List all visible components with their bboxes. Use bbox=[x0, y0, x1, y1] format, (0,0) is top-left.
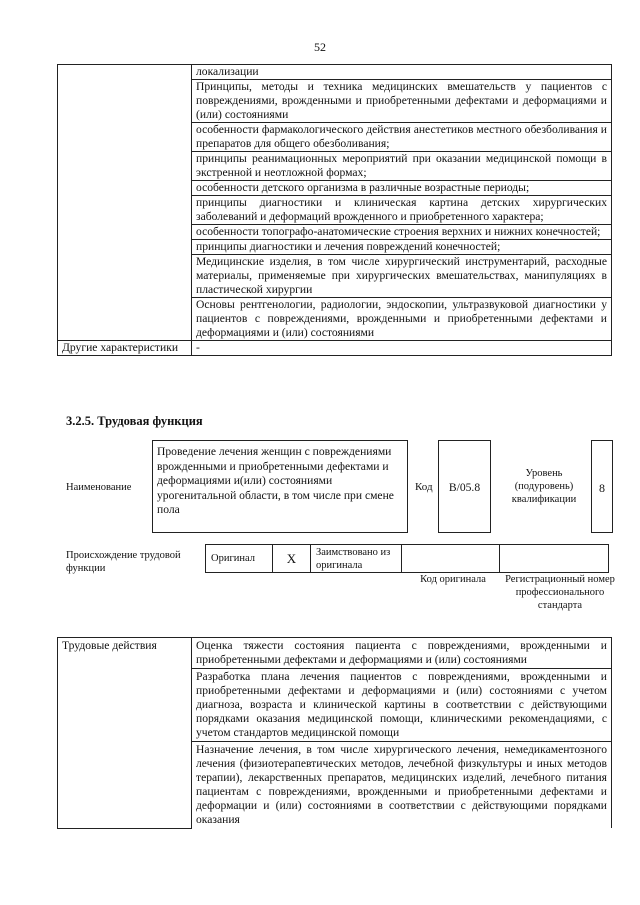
registration-number-caption: Регистрационный номер профессионального стандарта bbox=[505, 574, 615, 611]
labor-actions-label: Трудовые действия bbox=[58, 638, 192, 829]
registration-number-cell bbox=[500, 545, 609, 573]
labor-action-item: Назначение лечения, в том числе хирургического лечения, немедикаментозного лечения (физиотерапевтических методов, лечебной физкультуры и иных методов терапии), лекарственных препаратов, медицинских изделий, лечебного питания пациентам с повреждениями, врожденными и приобретенными дефектами и деформации и (или) состояниями в соответствии с действующими порядками оказания bbox=[192, 742, 612, 829]
code-original-caption: Код оригинала bbox=[420, 574, 486, 585]
labor-actions-table bbox=[57, 637, 612, 829]
knowledge-row: особенности детского организма в различные возрастные периоды; bbox=[192, 181, 612, 196]
origin-label: Происхождение трудовой функции bbox=[66, 550, 181, 574]
knowledge-row: Медицинские изделия, в том числе хирургический инструментарий, расходные материалы, применяемые при хирургических вмешательствах, манипуляциях в пластической хирургии bbox=[192, 255, 612, 298]
original-cell: Оригинал bbox=[206, 545, 273, 573]
knowledge-row: Основы рентгенологии, радиологии, эндоскопии, ультразвуковой диагностики у пациентов с повреждениями, врожденными и приобретенными дефектами и деформациями и (или) состояниями bbox=[192, 298, 612, 341]
qualification-level: 8 bbox=[591, 440, 613, 533]
original-code-cell bbox=[402, 545, 500, 573]
knowledge-row: особенности фармакологического действия анестетиков местного обезболивания и препаратов для общего обезболивания; bbox=[192, 123, 612, 152]
knowledge-row: локализации bbox=[192, 65, 612, 80]
page-number: 52 bbox=[314, 40, 326, 54]
knowledge-table bbox=[57, 64, 612, 356]
knowledge-row: Принципы, методы и техника медицинских вмешательств у пациентов с повреждениями, врожденными и приобретенными дефектами и деформациями и (или) состояниями bbox=[192, 80, 612, 123]
level-label: Уровень (подуровень) квалификации bbox=[511, 468, 577, 505]
function-code: B/05.8 bbox=[438, 440, 491, 533]
section-title: 3.2.5. Трудовая функция bbox=[66, 414, 203, 428]
other-characteristics-label: Другие характеристики bbox=[58, 341, 192, 356]
knowledge-row: особенности топографо-анатомические строения верхних и нижних конечностей; bbox=[192, 225, 612, 240]
labor-action-item: Оценка тяжести состояния пациента с повреждениями, врожденными и приобретенными дефектами и деформациями и (или) состояниями bbox=[192, 638, 612, 669]
original-mark: X bbox=[273, 545, 311, 573]
knowledge-row: принципы диагностики и клиническая картина детских хирургических заболеваний и деформаций врожденного и приобретенного характера; bbox=[192, 196, 612, 225]
labor-action-item: Разработка плана лечения пациентов с повреждениями, врожденными и приобретенными дефектами и деформациями и (или) состояниями с учетом диагноза, возраста и клинической картины в соответствии с действующими порядками оказания медицинской помощи, клиническими рекомендациями, с учетом стандартов медицинской помощи bbox=[192, 669, 612, 742]
borrowed-cell: Заимствовано из оригинала bbox=[311, 545, 402, 573]
origin-table bbox=[205, 544, 609, 573]
empty-label-cell bbox=[58, 65, 192, 341]
function-name: Проведение лечения женщин с повреждениями врожденными и приобретенными дефектами и деформациями и(или) состояниями урогенитальной области, в том числе при смене пола bbox=[152, 440, 408, 533]
other-characteristics-value: - bbox=[192, 341, 612, 356]
knowledge-row: принципы диагностики и лечения повреждений конечностей; bbox=[192, 240, 612, 255]
name-label: Наименование bbox=[66, 482, 132, 493]
knowledge-row: принципы реанимационных мероприятий при оказании медицинской помощи в экстренной и неотложной формах; bbox=[192, 152, 612, 181]
code-label: Код bbox=[415, 481, 433, 493]
